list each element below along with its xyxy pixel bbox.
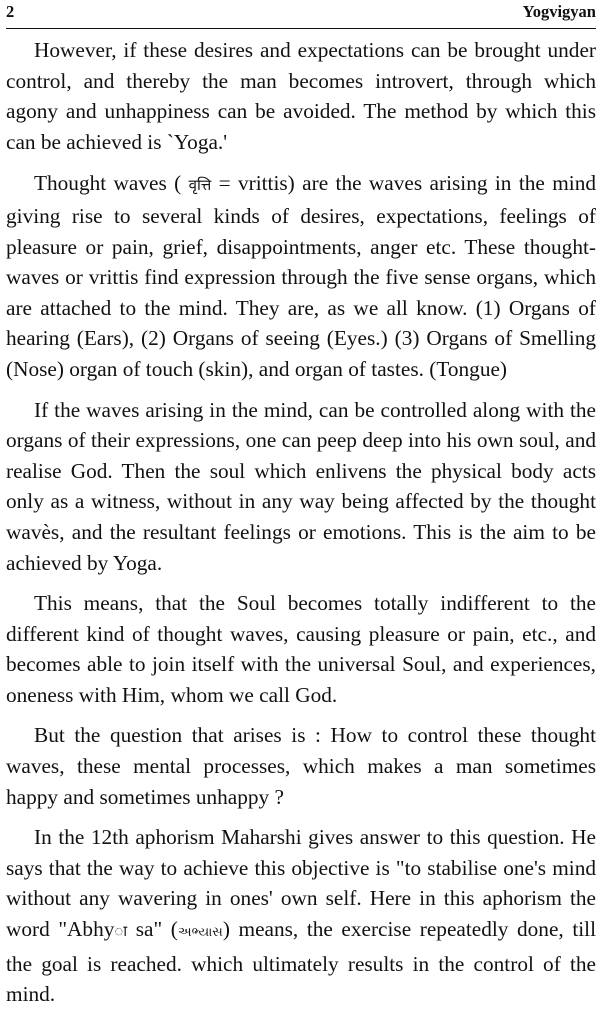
paragraph-2-start: Thought waves ( <box>34 171 189 196</box>
running-title: Yogvigyan <box>522 2 596 21</box>
paragraph-6 <box>6 822 596 1010</box>
paragraph-2-rest: = vrittis) are the waves arising in the mind giving rise to several kinds of desires, expectations, feelings of pleasure or pain, grief, disappointments, anger etc. These thought-waves or vrittis find expression through the five sense organs, which are attached to the mind. They are, as we all know. (1) Organs of hearing (Ears), (2) Organs of seeing (Eyes.) (3) Organs of Smelling (Nose) organ of touch (skin), and organ of tastes. (Tongue) <box>6 171 596 381</box>
page-number: 2 <box>6 2 15 21</box>
paragraph-4: This means, that the Soul becomes totally indifferent to the different kind of thought waves, causing pleasure or pain, etc., and becomes able to join itself with the universal Soul, and experiences, oneness with Him, whom we call God. <box>6 591 596 707</box>
paragraph-1: However, if these desires and expectations can be brought under control, and thereby the man becomes introvert, through which agony and unhappiness can be avoided. The method by which this can be achieved is `Yoga.' <box>6 38 596 154</box>
paragraph-6-middle: sa" ( <box>127 917 178 942</box>
body-text <box>6 35 596 1010</box>
gujarati-abhyasa: અભ્યાસ <box>177 925 223 941</box>
paragraph-6-rest: ) means, the exercise repeatedly done, till the goal is reached. which ultimately results in the control of the mind. <box>6 917 596 1007</box>
devanagari-vritti: वृत्ति <box>188 176 212 195</box>
paragraph-2 <box>6 168 596 384</box>
paragraph-5: But the question that arises is : How to control these thought waves, these mental processes, which makes a man sometimes happy and sometimes unhappy ? <box>6 723 596 809</box>
paragraph-3: If the waves arising in the mind, can be controlled along with the organs of their expressions, one can peep deep into his own soul, and realise God. Then the soul which enlivens the physical body acts only as a witness, without in any way being affected by the thought wavès, and the resultant feelings or emotions. This is the aim to be achieved by Yoga. <box>6 397 596 575</box>
running-header <box>6 0 596 29</box>
paragraph-6-start: In the 12th aphorism Maharshi gives answer to this question. He says that the way to achieve this objective is "to stabilise one's mind without any wavering in ones' own self. Here in this aphorism the word "Abhy <box>6 825 596 942</box>
devanagari-glyph: ा <box>114 922 128 941</box>
